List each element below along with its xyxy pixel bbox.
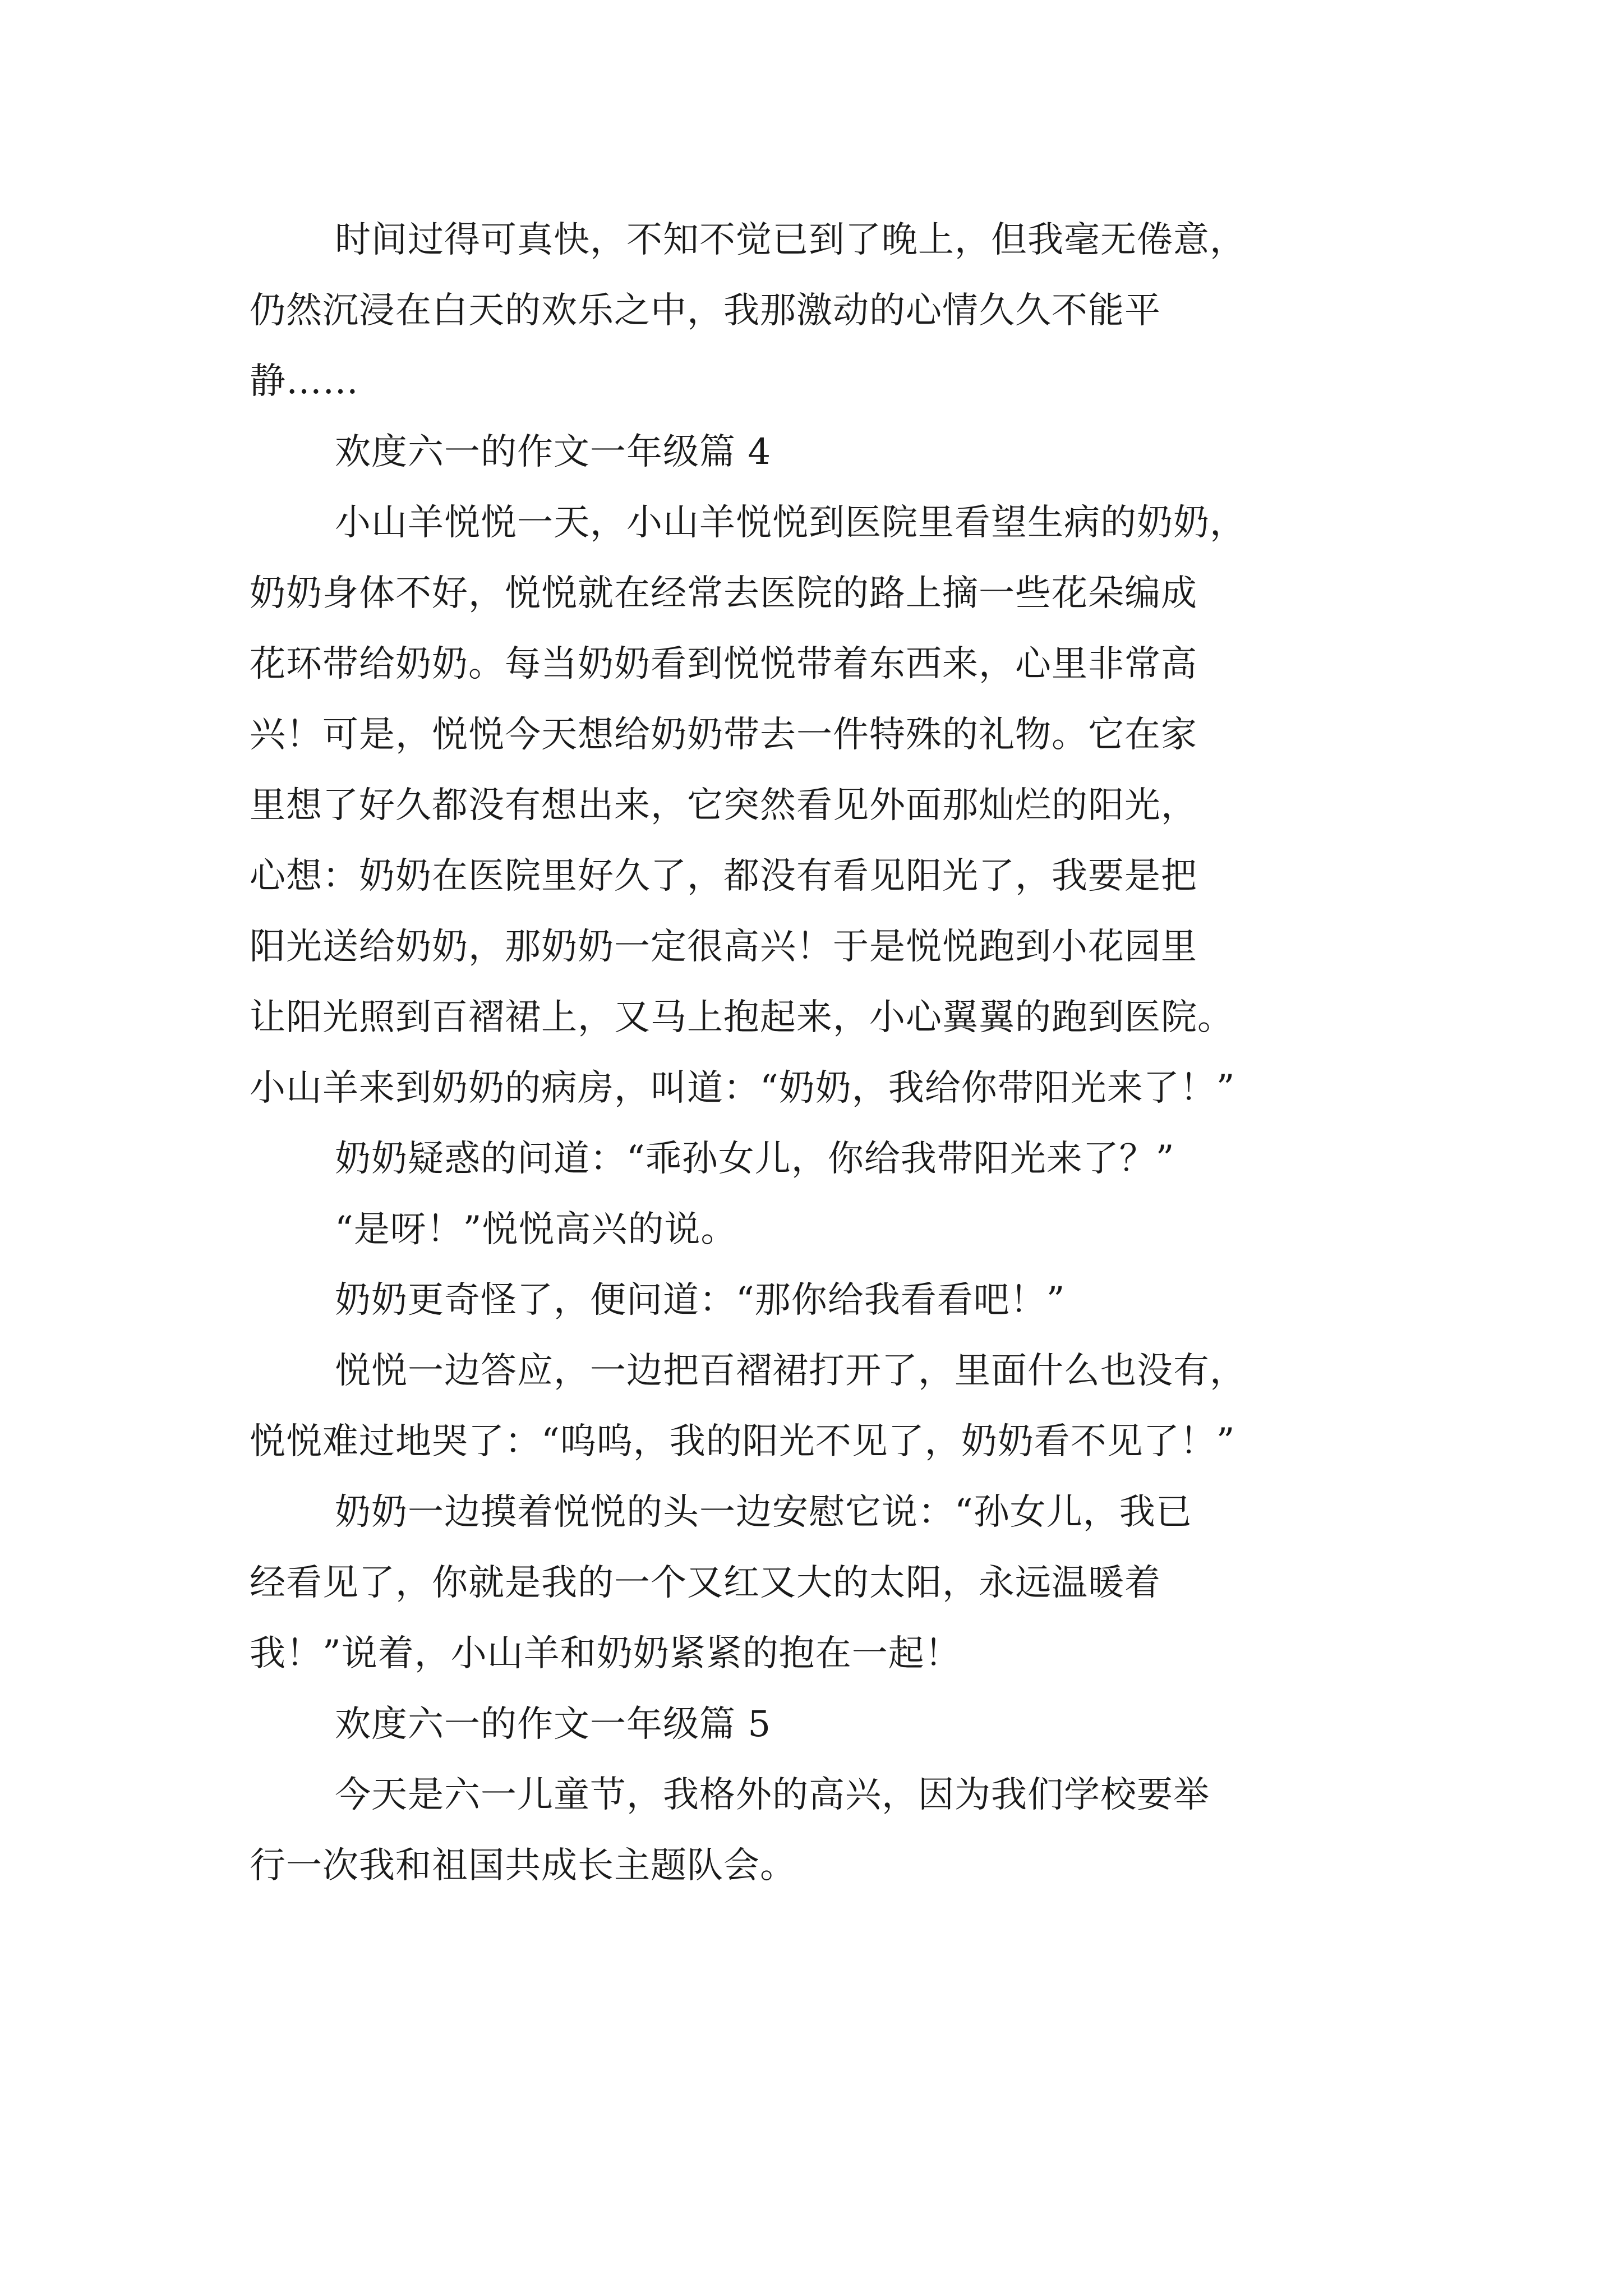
paragraph-line: 里想了好久都没有想出来，它突然看见外面那灿烂的阳光， (250, 785, 1197, 826)
paragraph-line: 兴！可是，悦悦今天想给奶奶带去一件特殊的礼物。它在家 (250, 714, 1197, 756)
paragraph-line: 奶奶疑惑的问道：“乖孙女儿，你给我带阳光来了？” (335, 1138, 1175, 1180)
paragraph-line: 奶奶一边摸着悦悦的头一边安慰它说：“孙女儿，我已 (335, 1492, 1192, 1533)
paragraph-line: 阳光送给奶奶，那奶奶一定很高兴！于是悦悦跑到小花园里 (250, 926, 1197, 968)
paragraph-line: 小山羊悦悦一天，小山羊悦悦到医院里看望生病的奶奶， (335, 502, 1246, 544)
paragraph-line: 奶奶更奇怪了，便问道：“那你给我看看吧！” (335, 1280, 1066, 1321)
paragraph-line: 仍然沉浸在白天的欢乐之中，我那激动的心情久久不能平 (250, 290, 1161, 332)
section-heading: 欢度六一的作文一年级篇 4 (335, 431, 772, 473)
paragraph-line: 今天是六一儿童节，我格外的高兴，因为我们学校要举 (335, 1774, 1210, 1816)
paragraph-line: 行一次我和祖国共成长主题队会。 (250, 1845, 796, 1887)
document-body (250, 205, 1377, 1901)
paragraph-line: 静…… (250, 361, 359, 402)
paragraph-line: 我！”说着，小山羊和奶奶紧紧的抱在一起！ (250, 1633, 961, 1674)
paragraph-line: 小山羊来到奶奶的病房，叫道：“奶奶，我给你带阳光来了！” (250, 1068, 1235, 1109)
paragraph-line: 悦悦难过地哭了：“呜呜，我的阳光不见了，奶奶看不见了！” (250, 1421, 1235, 1462)
paragraph-line: 心想：奶奶在医院里好久了，都没有看见阳光了，我要是把 (250, 855, 1197, 897)
paragraph-line: 悦悦一边答应，一边把百褶裙打开了，里面什么也没有， (335, 1350, 1246, 1392)
paragraph-line: “是呀！”悦悦高兴的说。 (335, 1209, 737, 1250)
paragraph-line: 时间过得可真快，不知不觉已到了晚上，但我毫无倦意， (335, 219, 1246, 261)
paragraph-line: 花环带给奶奶。每当奶奶看到悦悦带着东西来，心里非常高 (250, 643, 1197, 685)
section-heading: 欢度六一的作文一年级篇 5 (335, 1704, 772, 1745)
paragraph-line: 奶奶身体不好，悦悦就在经常去医院的路上摘一些花朵编成 (250, 573, 1197, 614)
paragraph-line: 经看见了，你就是我的一个又红又大的太阳，永远温暖着 (250, 1562, 1161, 1604)
paragraph-line: 让阳光照到百褶裙上，又马上抱起来，小心翼翼的跑到医院。 (250, 997, 1234, 1038)
